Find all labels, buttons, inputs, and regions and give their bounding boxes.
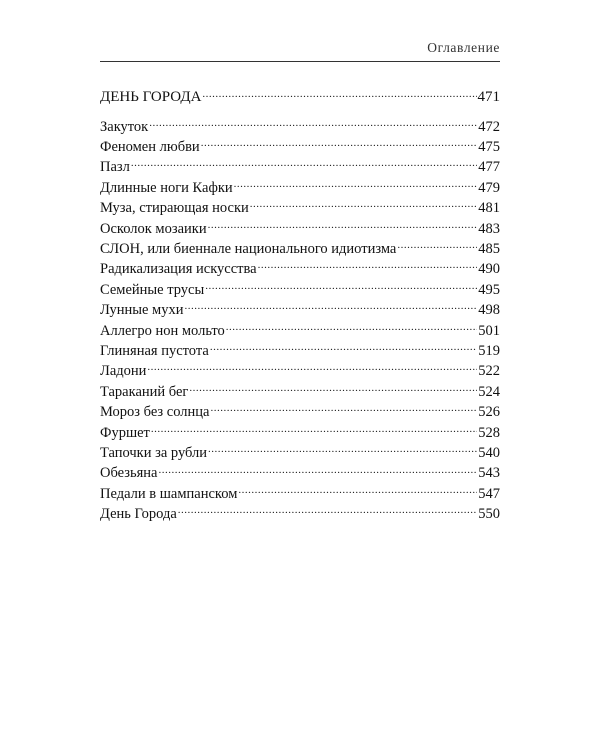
toc-entry-title: Фуршет	[100, 424, 150, 441]
toc-entry-page: 475	[478, 138, 500, 155]
toc-entry-page: 543	[478, 465, 500, 482]
toc-entry-title: Радикализация искусства	[100, 261, 257, 278]
toc-entry-page: 477	[478, 159, 500, 176]
toc-entry-title: Длинные ноги Кафки	[100, 179, 233, 196]
toc-entry-page: 501	[478, 322, 500, 339]
toc-section-page: 471	[477, 89, 500, 105]
toc-section[interactable]	[100, 86, 500, 106]
toc-entry[interactable]	[100, 300, 500, 320]
toc-entry-title: Пазл	[100, 159, 130, 176]
toc-entry-title: День Города	[100, 506, 177, 523]
dot-leader	[234, 177, 478, 192]
dot-leader	[131, 157, 477, 172]
dot-leader	[397, 238, 477, 253]
dot-leader	[189, 381, 477, 396]
toc-entry-title: Феномен любви	[100, 138, 200, 155]
dot-leader	[258, 259, 478, 274]
toc-entry-page: 524	[478, 383, 500, 400]
toc-entry-title: Семейные трусы	[100, 281, 205, 298]
toc-entry-page: 526	[478, 404, 500, 421]
toc-entry-page: 519	[478, 342, 500, 359]
toc-entry-title: Мороз без солнца	[100, 404, 210, 421]
toc-entry-page: 498	[478, 302, 500, 319]
toc-entry[interactable]	[100, 279, 500, 299]
toc-entry-title: Лунные мухи	[100, 302, 184, 319]
toc-entry-title: Ладони	[100, 363, 147, 380]
toc-entry-title: Тапочки за рубли	[100, 445, 208, 461]
toc-entry-page: 481	[478, 200, 500, 217]
toc-entry-page: 528	[478, 424, 500, 441]
toc-entry-title: Тараканий бег	[100, 383, 189, 400]
toc-entry[interactable]	[100, 340, 500, 360]
dot-leader	[210, 402, 477, 417]
toc-entry[interactable]	[100, 157, 500, 177]
toc-entry-title: Глиняная пустота	[100, 342, 209, 359]
dot-leader	[147, 361, 477, 376]
toc-entry[interactable]	[100, 116, 500, 136]
toc-entry[interactable]	[100, 361, 500, 381]
dot-leader	[158, 463, 477, 478]
toc-entry-title: Аллегро нон мольто	[100, 322, 225, 339]
dot-leader	[238, 483, 477, 498]
toc-entry[interactable]	[100, 218, 500, 238]
dot-leader	[210, 340, 477, 355]
dot-leader	[205, 279, 477, 294]
toc-entry-title: Закуток	[100, 118, 149, 135]
toc-entry-page: 495	[478, 281, 500, 298]
toc-entry[interactable]	[100, 504, 500, 524]
table-of-contents	[100, 86, 500, 524]
toc-entry[interactable]	[100, 259, 500, 279]
toc-entry[interactable]	[100, 320, 500, 340]
toc-entry[interactable]	[100, 198, 500, 218]
toc-entry-page: 485	[478, 240, 500, 257]
dot-leader	[184, 300, 477, 315]
toc-entry-title: СЛОН, или биеннале национального идиотизма	[100, 240, 397, 257]
toc-entry-page: 547	[478, 485, 500, 502]
toc-entry[interactable]	[100, 483, 500, 503]
toc-entry[interactable]	[100, 238, 500, 258]
toc-section-title: ДЕНЬ ГОРОДА	[100, 89, 202, 105]
running-head: Оглавление	[427, 40, 500, 55]
dot-leader	[201, 136, 478, 151]
toc-entry[interactable]	[100, 422, 500, 442]
dot-leader	[202, 86, 476, 101]
toc-entry-title: Обезьяна	[100, 465, 158, 482]
dot-leader	[208, 443, 477, 458]
toc-entry-page: 522	[478, 363, 500, 380]
toc-entry[interactable]	[100, 381, 500, 401]
dot-leader	[250, 198, 477, 213]
toc-entry-page: 472	[478, 118, 500, 135]
dot-leader	[149, 116, 477, 131]
toc-entry-title: Муза, стирающая носки	[100, 200, 249, 217]
toc-entry[interactable]	[100, 402, 500, 422]
toc-entry-page: 479	[478, 179, 500, 196]
dot-leader	[208, 218, 478, 233]
toc-entry-title: Педали в шампанском	[100, 485, 238, 502]
header-rule	[100, 61, 500, 62]
toc-entry-page: 483	[478, 220, 500, 237]
toc-entry-page: 550	[478, 506, 500, 523]
dot-leader	[226, 320, 477, 335]
dot-leader	[178, 504, 477, 519]
dot-leader	[151, 422, 477, 437]
toc-entry[interactable]	[100, 136, 500, 156]
toc-entry-page: 540	[478, 445, 500, 461]
toc-entry-page: 490	[478, 261, 500, 278]
toc-entry[interactable]	[100, 463, 500, 483]
toc-entry[interactable]	[100, 443, 500, 463]
toc-entry[interactable]	[100, 177, 500, 197]
toc-entry-title: Осколок мозаики	[100, 220, 207, 237]
